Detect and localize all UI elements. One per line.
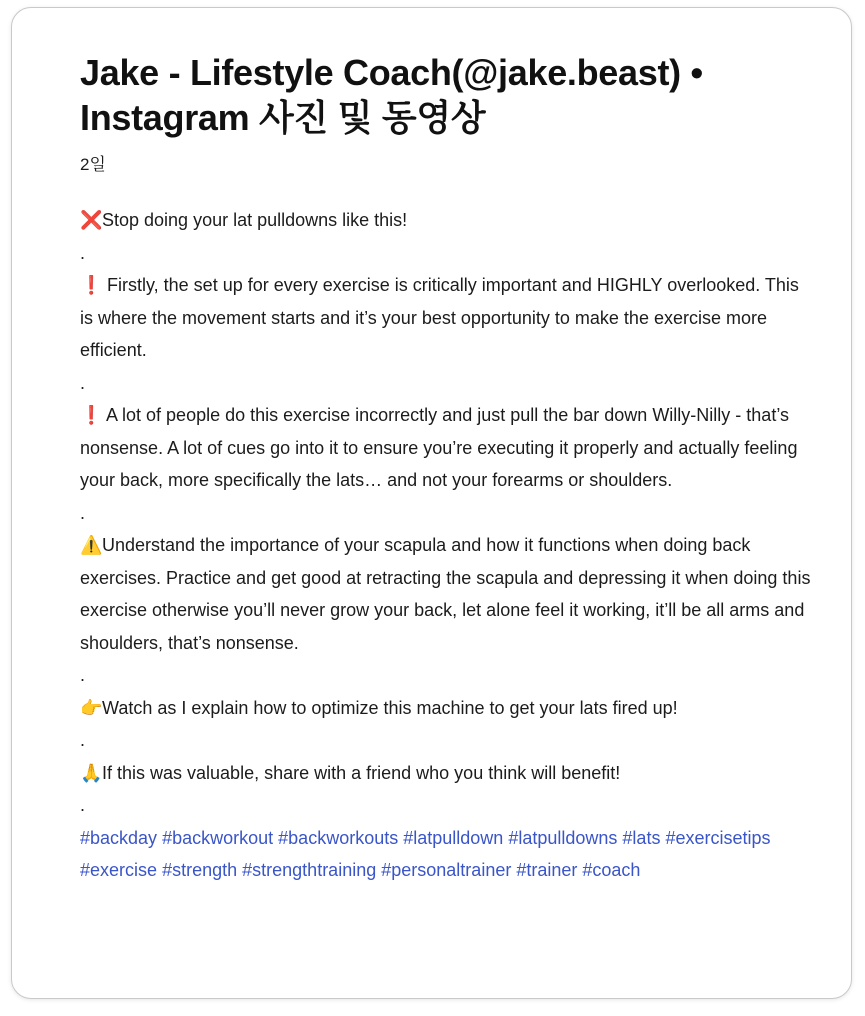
cross-mark-icon: ❌: [80, 210, 103, 230]
hashtag-link[interactable]: #strengthtraining: [242, 860, 377, 880]
caption-paragraph: [80, 399, 815, 497]
hashtag-link[interactable]: #backworkouts: [278, 827, 399, 848]
praying-hands-icon: 🙏: [80, 762, 103, 783]
caption-paragraph: [80, 269, 815, 367]
exclamation-icon: ❗: [80, 405, 103, 425]
hashtag-link[interactable]: #coach: [582, 860, 641, 880]
hashtag-link[interactable]: #lats: [622, 827, 661, 848]
caption-paragraph: [80, 757, 815, 790]
hashtag-list: [80, 822, 815, 887]
caption-text: A lot of people do this exercise incorrectly and just pull the bar down Willy-Nilly - that’s nonsense. A lot of cues go into it to ensure you’re executing it properly and actually feeling your back, more specifically the lats… and not your forearms or shoulders.: [80, 405, 798, 490]
dot-separator: .: [80, 372, 86, 393]
dot-separator: .: [80, 730, 86, 750]
hashtag-link[interactable]: #personaltrainer: [381, 860, 512, 880]
hashtag-link[interactable]: #strength: [162, 860, 238, 880]
hashtag-link[interactable]: #trainer: [516, 860, 578, 880]
caption-text: Understand the importance of your scapula and how it functions when doing back exercises. Practice and get good at retracting the scapula and depressing it when doing this exercise otherwise you’ll never grow your back, let alone feel it working, it’ll be all arms and shoulders, that’s nonsense.: [80, 535, 811, 653]
hashtag-link[interactable]: #backday: [80, 827, 158, 848]
post-date: 2일: [80, 155, 106, 174]
caption-text: Watch as I explain how to optimize this machine to get your lats fired up!: [102, 697, 678, 718]
hashtag-link[interactable]: #backworkout: [162, 827, 274, 848]
post-body: [80, 204, 815, 887]
warning-icon: ⚠️: [80, 535, 103, 555]
caption-text: Firstly, the set up for every exercise is critically important and HIGHLY overlooked. This is where the movement starts and it’s your best opportunity to make the exercise more efficient.: [80, 275, 799, 360]
hashtag-link[interactable]: #latpulldowns: [508, 827, 618, 848]
hashtag-link[interactable]: #exercisetips: [665, 827, 771, 848]
dot-separator: .: [80, 795, 86, 815]
exclamation-icon: ❗: [80, 275, 103, 295]
hashtag-link[interactable]: #exercise: [80, 860, 158, 880]
dot-separator: .: [80, 665, 86, 685]
caption-paragraph: [80, 529, 815, 659]
caption-text: If this was valuable, share with a friend who you think will benefit!: [102, 762, 621, 783]
dot-separator: .: [80, 242, 86, 263]
post-card: [11, 7, 852, 999]
post-content: [80, 50, 815, 887]
caption-paragraph: [80, 692, 815, 725]
caption-line: [80, 204, 815, 237]
page-title: Jake - Lifestyle Coach(@jake.beast) • Instagram 사진 및 동영상: [80, 52, 703, 138]
caption-text: Stop doing your lat pulldowns like this!: [102, 210, 408, 230]
dot-separator: .: [80, 502, 86, 523]
hashtag-link[interactable]: #latpulldown: [403, 827, 504, 848]
pointing-hand-icon: 👉: [80, 697, 103, 718]
